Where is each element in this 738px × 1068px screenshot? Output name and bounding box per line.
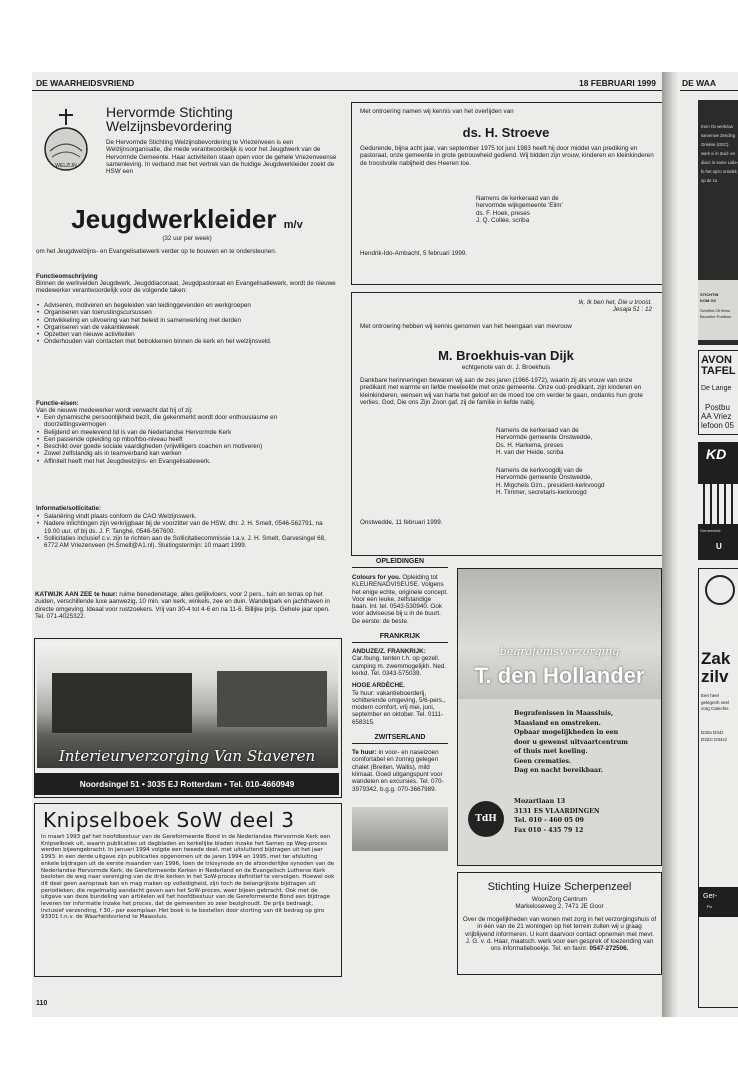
bible-verse — [579, 299, 653, 314]
service-line: door u gewenst uitvaartcentrum — [514, 738, 628, 746]
header-rule — [680, 90, 738, 91]
zak-codes: D32a D34z D32zr D34zz — [701, 730, 728, 742]
globe-icon — [705, 575, 735, 605]
page-gutter — [662, 72, 680, 1017]
signature-line: Hervormde gemeente Onstwedde, — [496, 474, 593, 482]
section-frankrijk: FRANKRIJK — [352, 633, 448, 643]
broekhuis-intro: Met ontroering hebben wij kennis genomen van het heengaan van mevrouw — [360, 323, 572, 330]
u-text: U — [716, 542, 722, 551]
signature-line: Ds. H. Harkema, preses — [496, 441, 564, 449]
katwijk-text: ruime benedenetage, alles gelijkvloers, voor 2 pers., tuin en terras op het zuiden, verschillende luxe aanwezig, 10 min. van kerk, winkels, zee en duin. Wandelpark en jachthaven in directe omgeving. Ideaal voor rustzoekers. Vrij van 30-4 tot 4-6 en na 11-6. Billijke prijs. Gehele jaar open. Tel. 071-4025322. — [35, 591, 330, 620]
signature-line: J. Q. Collée, scriba — [476, 216, 530, 224]
signature-line: H. van der Heide, scriba — [496, 448, 564, 456]
hollander-advertisement — [457, 568, 662, 866]
zak-ad — [698, 568, 738, 1008]
zilv-text: zilv — [701, 667, 729, 686]
zak-small-text: Een heel gelegenh veel zorg Catechis — [701, 693, 730, 711]
piano-keys-image — [698, 484, 738, 524]
broekhuis-name: M. Broekhuis-van Dijk — [438, 348, 574, 363]
address-line: 3131 ES VLAARDINGEN — [514, 807, 600, 815]
hollander-services — [514, 709, 628, 776]
job-advertisement — [34, 97, 340, 656]
panel-text: Kom Ov werkzaa samenwe Zending Griekse (GEC). werk vi in Zuid- en diacc in same Lidia-fo het opzo ontwikk op de zu — [701, 124, 738, 183]
shop-window — [217, 671, 327, 727]
anduze-lead: ANDUZE/Z. FRANKRIJK: — [352, 648, 426, 656]
scherpenzeel-text — [462, 916, 657, 952]
address-line: Mozartlaan 13 — [514, 798, 566, 805]
stroeve-obituary — [351, 102, 662, 285]
stroeve-text: Gedurende, bijna acht jaar, van september 1975 tot juni 1983 heeft hij door middel van prediking en pastoraat, onze gemeente in grote getrouwheid gediend. Wij bidden zijn vrouw, kinderen en kleinkinderen de troostvolle nabijheid des Heeren toe. — [360, 145, 654, 167]
service-line: Dag en nacht bereikbaar. — [514, 767, 604, 774]
broekhuis-signature-2 — [496, 467, 605, 496]
zwitserland-lead: Te huur: — [352, 749, 377, 757]
anduze-ad — [352, 648, 448, 677]
signature-line: Hervormde gemeente Onstwedde, — [496, 434, 593, 442]
header-rule — [32, 90, 662, 91]
classifieds-column — [352, 558, 448, 978]
task-list — [36, 302, 336, 346]
job-title-suffix: m/v — [283, 219, 303, 231]
knipselboek-advertisement — [34, 803, 342, 977]
vriez-text: AA Vriez — [701, 412, 732, 421]
scherpenzeel-advertisement — [457, 872, 662, 975]
stroeve-intro: Met ontroering namen wij kennis van het overlijden van — [360, 108, 514, 115]
stroeve-place: Hendrik-Ido-Ambacht, 5 februari 1999. — [360, 250, 468, 257]
section-zwitserland: ZWITSERLAND — [352, 734, 448, 744]
zak-footer — [699, 887, 738, 917]
page-header — [32, 75, 662, 91]
application-list — [36, 513, 336, 549]
zwitserland-ad — [352, 749, 448, 793]
service-line: of thuis met koeling. — [514, 748, 588, 755]
list-item: • Belijdend en meelevend lid is van de Nederlandse Hervormde Kerk — [36, 429, 336, 436]
service-line: Opbaar mogelijkheden in een — [514, 729, 619, 736]
signature-line: ds. F. Hoek, preses — [476, 209, 530, 217]
hollander-name: T. den Hollander — [474, 663, 645, 688]
org-name-line1: Hervormde Stichting — [106, 104, 233, 120]
signature-line: H. Timmer, secretaris-kerkvoogd — [496, 488, 587, 496]
kd-text: KD — [706, 446, 727, 462]
stichting-text: STICHTIN — [700, 292, 719, 297]
decorative-image — [352, 807, 448, 851]
requirements-list — [36, 414, 336, 465]
staveren-advertisement — [34, 638, 342, 798]
stroeve-signature — [476, 195, 563, 224]
org-name-line2: Welzijnsbevordering — [106, 118, 232, 134]
list-item: • Sollicitaties inclusief c.v. zijn te richten aan de Sollicitatiecommissie t.a.v. J. H. Smelt, Garvesingel 68, 6772 AM Vriezenveen (H.Smelt@A1.nl). Sluitingstermijn: 10 maart 1999. — [36, 535, 336, 550]
kom-text: KOM OV — [700, 298, 717, 303]
tafel-text: TAFEL — [701, 365, 736, 377]
knipselboek-text: In maart 1993 gaf het hoofdbestuur van de Gereformeerde Bond in de Nederlandse Hervormde Kerk een Knipselboek uit, waarin publicaties uit dagbladen en kerkelijke bladen inzake het Samen op Weg-proces werden bijeengebracht. In januari 1994 volgde een tweede deel, met uitsluitend bijdragen uit het jaar 1993. In een derde uitgave zijn publicaties opgenomen uit de jaren 1994 en 1995, met ter afsluiting enkele bijdragen uit de eerste maanden van 1996, toen de triosynode en de afzonderlijke synoden van de Nederlandse Hervormde Kerk, de Gereformeerde Kerken in Nederland en de Evangelisch Lutherse Kerk besloten de weg naar vereniging van de drie kerken in het SoW-proces definitief te vervolgen. Hoewel ook dit deel geen aanspraak kan en mag maken op volledigheid, zijn toch de belangrijkste bijdragen uit periodieken, die regelmatig aandacht geven aan het SoW-proces, weer bijeen gebracht. Ook met de uitgave van deze bundeling van artikelen wil het hoofdbestuur van de Gereformeerde Bond een bijdrage leveren ter informatie inzake het proces, dat de gemeenten zo zeer bezighoudt. De prijs bedraagt, inclusief verzending, f 30,- per exemplaar. Het boek is te bestellen door storting van dit bedrag op giro 93301 t.n.v. de Waarheidsvriend te Maassluis. — [41, 834, 335, 921]
service-line: Maasland en omstreken. — [514, 719, 601, 727]
zwitserland-text: in voor- en naseizoen comfortabel en zonnig gelegen chalet (Breiten, Wallis), mild klimaat. Goed uitgangspunt voor wandelen en excursies. Tel. 070-3979342, b.g.g. 070-3667989. — [352, 749, 444, 793]
broekhuis-text: Dankbare herinneringen bewaren wij aan de zes jaren (1966-1972), waarin zij als vrouw van onze predikant met warmte en liefde meeleefde met onze gemeente. Onze oud-predikant, zijn kinderen en kleinkinderen, wensen wij van harte het geloof en de moed toe om verder te gaan, ondanks hun grote verlies. God, Die ons Zijn Zoon gaf, zij de familie in liefde nabij. — [360, 377, 643, 406]
kd-ad — [698, 442, 738, 560]
broekhuis-sub: echtgenote van dr. J. Broekhuis — [461, 364, 551, 371]
job-title — [34, 205, 340, 239]
service-line: Geen crematies. — [514, 757, 572, 765]
telefoon-text: lefoon 05 — [701, 421, 734, 430]
next-page-header: DE WAA — [682, 78, 716, 88]
scherpenzeel-phone: 0547-272506. — [589, 945, 629, 953]
signature-line: Namens de kerkeraad van de — [496, 427, 579, 434]
job-hours: (32 uur per week) — [162, 235, 212, 242]
signature-line: Namens de kerkeraad van de — [476, 195, 559, 202]
address-line: Fax 010 - 435 79 12 — [514, 826, 584, 834]
section-opleidingen: OPLEIDINGEN — [352, 558, 448, 568]
dark-panel — [698, 100, 738, 345]
colours-ad — [352, 574, 448, 625]
verse-text: Ik, Ik ben het, Die u troost. — [578, 299, 652, 306]
knipselboek-title: Knipselboek SoW deel 3 — [43, 808, 295, 832]
functie-eisen-title: Functie-eisen: — [36, 400, 79, 407]
job-title-text: Jeugdwerkleider — [71, 204, 277, 234]
logo-text: WELZIJN — [55, 163, 77, 169]
list-item: • Beschikt over goede sociale vaardigheden (vrijwilligers coachen en motiveren) — [36, 443, 336, 450]
list-item: • Nadere inlichtingen zijn verkrijgbaar bij de voorzitter van de HSW, dhr. J. H. Smelt, 0546-562791, na 19.00 uur, of bij ds. J. F. Tanghé, 0546-567600. — [36, 520, 336, 535]
list-item: • Adviseren, motiveren en begeleiden van leidinggevenden en werkgroepen — [36, 302, 336, 309]
signature-line: Namens de kerkvoogdij van de — [496, 467, 583, 474]
katwijk-lead: KATWIJK AAN ZEE te huur: — [35, 591, 118, 598]
list-item: • Affiniteit heeft met het Jeugdwelzijns- en Evangelisatiewerk. — [36, 458, 336, 465]
next-page-edge — [680, 72, 738, 1017]
list-item: • Onderhouden van contacten met betrokkenen binnen de kerk en het welzijnsveld. — [36, 338, 336, 345]
page-number: 110 — [36, 1000, 48, 1007]
colours-text: Opleiding tot KLEURENADVISEUSE. Volgens het enige echte, originele concept. Voor een leuke, zelfstandige baan. Inl. tel. 0543-530940. Ook voor adviseuse bij u in de buurt. De eerste: de beste. — [352, 574, 448, 625]
sollicitatie-title: Informatie/sollicitatie: — [36, 505, 102, 512]
hollander-tagline: begrafenisverzorging — [499, 645, 620, 658]
list-item: • Organiseren van toerustingscursussen — [36, 309, 336, 316]
service-line: Begrafenissen in Maassluis, — [514, 710, 614, 717]
ger-text: Ger- — [703, 893, 717, 900]
scherpenzeel-sub1: WoonZorg Centrum — [531, 896, 588, 903]
staveren-name: Interieurverzorging Van Staveren — [58, 747, 316, 765]
address-line: Tel. 010 - 460 05 09 — [514, 817, 584, 824]
issue-date: 18 FEBRUARI 1999 — [578, 78, 656, 88]
por-text: Po — [707, 904, 712, 909]
avond-ad — [698, 350, 738, 435]
scherpenzeel-body: Over de mogelijkheden van wonen met zorg in het verzorgingshuis of in één van de 21 woningen op het terrein zullen wij u graag vrijblijvend informeren. U kunt daarvoor contact opnemen met mevr. J. G. v. d. Haar, maatsch. werk voor een gesprek of toezending van ons informatieboekje. Tel. en faxnr. — [462, 916, 657, 953]
functieomschrijving-title: Functieomschrijving — [36, 273, 98, 280]
panel-box — [698, 280, 738, 340]
scherpenzeel-title: Stichting Huize Scherpenzeel — [487, 881, 632, 893]
job-purpose: om het Jeugdwelzijns- en Evangelisatiewerk verder op te bouwen en te ondersteunen. — [36, 248, 277, 255]
ardeche-lead: HOGE ARDÈCHE. — [352, 682, 405, 690]
broekhuis-place: Onstwedde, 11 februari 1999. — [360, 519, 443, 526]
ardeche-text: Te huur: vakantieboerderij, schitterende omgeving, 5/6-pers., modern comfort, vrij mei, juni, september en oktober. Tel. 0111-658315. — [352, 689, 446, 726]
hollander-logo-icon: TdH — [468, 801, 504, 837]
list-item: • Een dynamische persoonlijkheid bezit, die gekenmerkt wordt door enthousiasme en doorzettingsvermogen — [36, 414, 336, 429]
functie-eisen-text: Van de nieuwe medewerker wordt verwacht dat hij of zij: — [36, 407, 193, 414]
scherpenzeel-sub2: Markeloseweg 2, 7471 JE Goor — [515, 903, 604, 910]
newspaper-page — [32, 72, 662, 1017]
signature-line: hervormde wijkgemeente 'Elim' — [476, 202, 563, 210]
verse-ref: Jesaja 51 : 12 — [612, 306, 652, 314]
org-intro: De Hervormde Stichting Welzijnsbevordering te Vriezenveen is een Welzijnsorganisatie, die mede verantwoordelijk is voor het Jeugdwerk van de Hervormde Gemeente. Haar activiteiten staan open voor de gehele Vriezenveense samenleving. In verband met het vertrek van de huidige Jeugdwerkleider zoekt de HSW een — [106, 139, 337, 176]
list-item: • Organiseren van de vakantieweek — [36, 324, 336, 331]
stroeve-name: ds. H. Stroeve — [462, 125, 550, 140]
list-item: • Ontwikkeling en uitvoering van het beleid in samenwerking met derden — [36, 317, 336, 324]
publication-name: DE WAARHEIDSVRIEND — [36, 78, 135, 88]
lange-text: De Lange — [701, 385, 732, 392]
list-item: • Salariëring vindt plaats conform de CAO Welzijnswerk. — [36, 513, 336, 520]
list-item: • Een passende opleiding op mbo/hbo-niveau heeft — [36, 436, 336, 443]
hollander-address — [514, 797, 600, 835]
list-item: • Opzetten van nieuwe activiteiten — [36, 331, 336, 338]
katwijk-classified — [35, 591, 339, 620]
broekhuis-obituary — [351, 292, 662, 556]
postbus-text: Postbu — [705, 403, 730, 412]
gemeenten-text: Gemeenide — [700, 528, 721, 533]
list-item: • Zowel zelfstandig als in teamverband kan werken — [36, 450, 336, 457]
zak-text: Zak — [701, 649, 731, 668]
avond-text: AVON — [701, 354, 732, 366]
broekhuis-signature-1 — [496, 427, 592, 456]
colours-lead: Colours for you. — [352, 574, 401, 581]
signature-line: H. Migchels Gzn., president-kerkvoogd — [496, 481, 605, 489]
addr-text: Schriftel 25 febru Bezoeke Postbus — [700, 308, 732, 319]
staveren-address: Noordsingel 51 • 3035 EJ Rotterdam • Tel. 010-4660949 — [35, 773, 339, 795]
shop-window — [52, 673, 192, 733]
functieomschrijving-text: Binnen de werkvelden Jeugdwerk, Jeugddiaconaat, Jeugdpastoraat en Evangelisatiewerk, wordt de nieuwe medewerker verantwoordelijk voor de volgende taken: — [36, 280, 336, 295]
anduze-text: Car./bung. tenten t.h. op gezell. camping m. zwemmogelijkh. Ned. kerkd. Tel. 0343-575039. — [352, 655, 447, 677]
